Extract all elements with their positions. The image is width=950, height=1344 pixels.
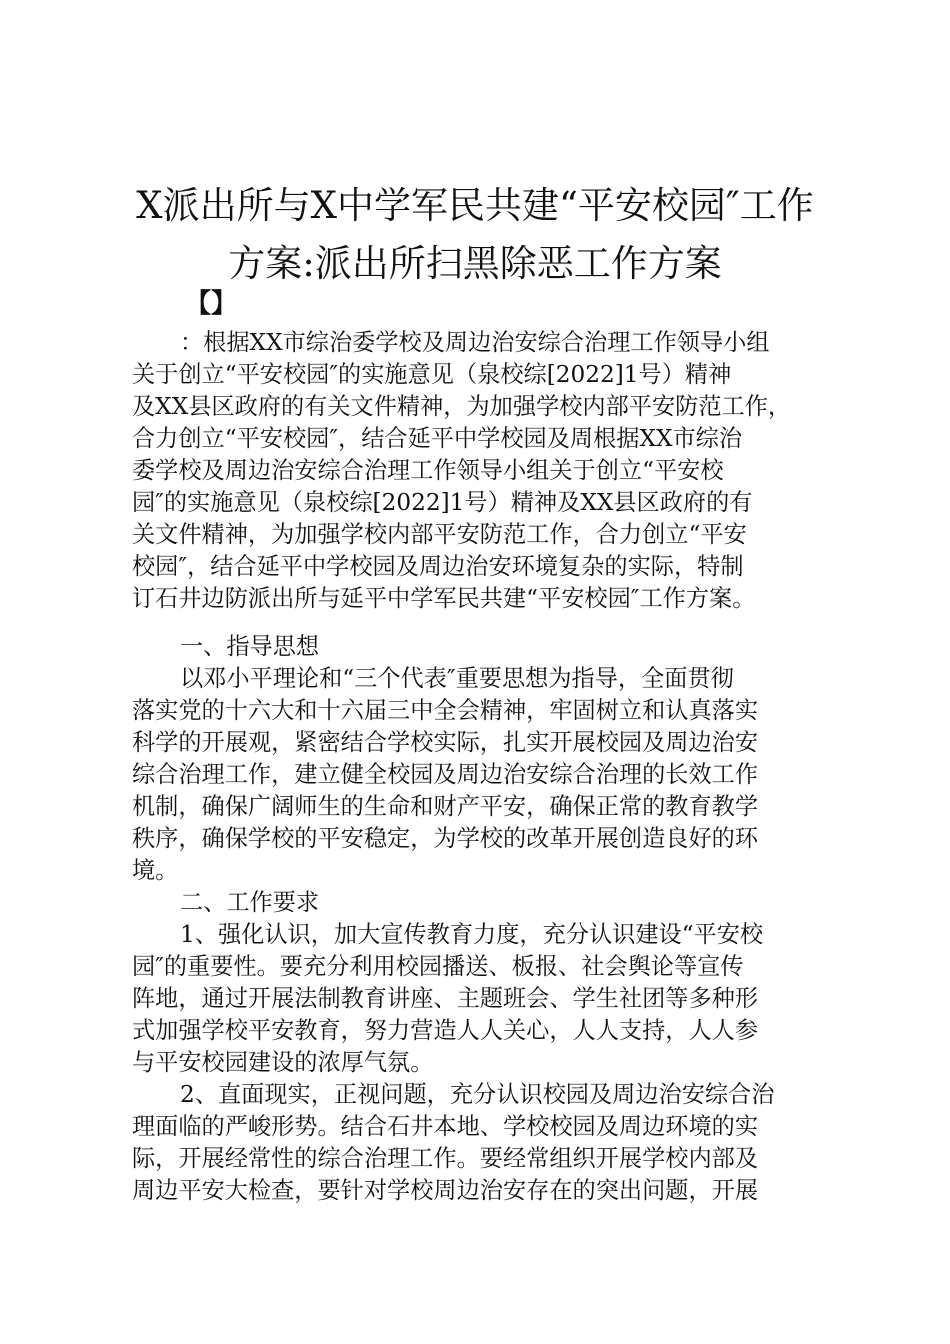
document-body <box>132 0 832 1344</box>
body-line: 式加强学校平安教育，努力营造人人关心，人人支持，人人参 <box>132 1017 759 1044</box>
body-line: 关文件精神，为加强学校内部平安防范工作，合力创立“平安 <box>132 521 747 548</box>
body-line: 1、强化认识，加大宣传教育力度，充分认识建设“平安校 <box>180 921 764 948</box>
body-line: 园″的实施意见（泉校综[2022]1号）精神及XX县区政府的有 <box>132 489 753 516</box>
body-line: 周边平安大检查，要针对学校周边治安存在的突出问题，开展 <box>132 1177 759 1204</box>
body-line: 以邓小平理论和“三个代表″重要思想为指导，全面贯彻 <box>180 665 734 692</box>
body-line: ：根据XX市综治委学校及周边治安综合治理工作领导小组 <box>180 329 770 356</box>
body-line: 秩序，确保学校的平安稳定，为学校的改革开展创造良好的环 <box>132 825 759 852</box>
section-heading: 二、工作要求 <box>180 889 320 916</box>
body-line: 落实党的十六大和十六届三中全会精神，牢固树立和认真落实 <box>132 697 759 724</box>
body-line: 及XX县区政府的有关文件精神，为加强学校内部平安防范工作， <box>132 393 792 420</box>
body-line: 关于创立“平安校园″的实施意见（泉校综[2022]1号）精神 <box>132 361 732 388</box>
title-line: 方案:派出所扫黑除恶工作方案 <box>228 242 722 285</box>
body-line: 合力创立“平安校园″，结合延平中学校园及周根据XX市综治 <box>132 425 743 452</box>
body-line: 综合治理工作，建立健全校园及周边治安综合治理的长效工作 <box>132 761 759 788</box>
section-heading: 一、指导思想 <box>180 633 320 660</box>
body-line: 委学校及周边治安综合治理工作领导小组关于创立“平安校 <box>132 457 724 484</box>
body-line: 科学的开展观，紧密结合学校实际，扎实开展校园及周边治安 <box>132 729 759 756</box>
body-line: 机制，确保广阔师生的生命和财产平安，确保正常的教育教学 <box>132 793 759 820</box>
title-line: X派出所与X中学军民共建“平安校园″工作 <box>136 184 814 227</box>
body-line: 园″的重要性。要充分利用校园播送、板报、社会舆论等宣传 <box>132 953 744 980</box>
body-line: 理面临的严峻形势。结合石井本地、学校校园及周边环境的实 <box>132 1113 759 1140</box>
body-line: 阵地，通过开展法制教育讲座、主题班会、学生社团等多种形 <box>132 985 759 1012</box>
body-line: 际，开展经常性的综合治理工作。要经常组织开展学校内部及 <box>132 1145 759 1172</box>
body-line: 2、直面现实，正视问题，充分认识校园及周边治安综合治 <box>180 1081 775 1108</box>
body-line: 与平安校园建设的浓厚气氛。 <box>132 1049 434 1076</box>
body-line: 境。 <box>132 857 179 884</box>
body-line: 校园″，结合延平中学校园及周边治安环境复杂的实际，特制 <box>132 553 744 580</box>
bracket-marker: 【】 <box>185 289 238 319</box>
body-line: 订石井边防派出所与延平中学军民共建“平安校园″工作方案。 <box>132 585 756 612</box>
